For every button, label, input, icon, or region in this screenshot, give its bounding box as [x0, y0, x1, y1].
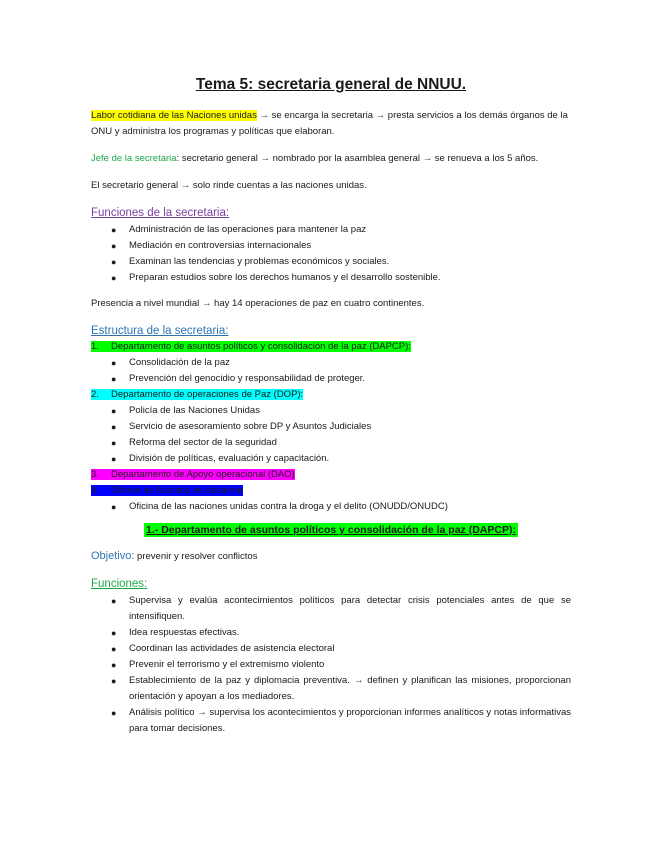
dept-3: 3. Departamento de Apoyo operacional (DAO)	[91, 469, 295, 480]
list-funciones-secretaria	[91, 222, 571, 286]
list-dept-2	[91, 403, 571, 467]
list-item: ● Prevención del genocidio y responsabilidad de proteger.	[91, 371, 571, 387]
list-item: ● Supervisa y evalúa acontecimientos políticos para detectar crisis potenciales antes de que se intensifiquen.	[111, 595, 571, 622]
bullet-icon: ●	[111, 708, 117, 718]
bullet-icon: ●	[111, 502, 117, 512]
paragraph-jefe-text: : secretario general → nombrado por la asamblea general → se renueva a los 5 años.	[176, 153, 539, 164]
bullet-icon: ●	[111, 596, 117, 606]
list-item: ● Mediación en controversias internacionales	[91, 238, 571, 254]
list-item: ● Examinan las tendencias y problemas económicos y sociales.	[91, 254, 571, 270]
bullet-icon: ●	[111, 422, 117, 432]
list-item: ● Coordinan las actividades de asistencia electoral	[91, 641, 571, 657]
dept-4: 4. Oficina de Asuntos de desarme	[91, 485, 244, 496]
list-item: ● Servicio de asesoramiento sobre DP y Asuntos Judiciales	[91, 419, 571, 435]
list-dept-4	[91, 499, 571, 515]
list-item: ● Prevenir el terrorismo y el extremismo violento	[91, 657, 571, 673]
list-dept-1	[91, 355, 571, 387]
document-page	[91, 76, 571, 741]
bullet-icon: ●	[111, 225, 117, 235]
bullet-icon: ●	[111, 454, 117, 464]
label-objetivo: Objetivo:	[91, 550, 135, 562]
page-title: Tema 5: secretaria general de NNUU.	[195, 76, 467, 93]
dept-1: 1. Departamento de asuntos políticos y consolidación de la paz (DAPCP):	[91, 341, 411, 352]
bullet-icon: ●	[111, 676, 117, 686]
bullet-icon: ●	[111, 273, 117, 283]
bullet-icon: ●	[111, 358, 117, 368]
label-jefe: Jefe de la secretaria	[91, 153, 177, 164]
heading-funciones-secretaria: Funciones de la secretaria:	[91, 207, 230, 219]
bullet-icon: ●	[111, 644, 117, 654]
bullet-icon: ●	[111, 628, 117, 638]
objetivo-text: prevenir y resolver conflictos	[134, 551, 258, 562]
paragraph-presencia: Presencia a nivel mundial → hay 14 operaciones de paz en cuatro continentes.	[91, 298, 425, 309]
bullet-icon: ●	[111, 438, 117, 448]
list-item: ● Establecimiento de la paz y diplomacia preventiva. → definen y planifican las misiones, proporcionan orientación y apoyan a los mediadores.	[111, 675, 571, 702]
bullet-icon: ●	[111, 241, 117, 251]
highlight-labor: Labor cotidiana de las Naciones unidas	[91, 110, 257, 121]
dept-2: 2. Departamento de operaciones de Paz (DOP):	[91, 389, 304, 400]
heading-estructura: Estructura de la secretaria:	[91, 325, 229, 337]
paragraph-secretario: El secretario general → solo rinde cuentas a las naciones unidas.	[91, 180, 367, 191]
list-item: ● Oficina de las naciones unidas contra la droga y el delito (ONUDD/ONUDC)	[91, 499, 571, 515]
bullet-icon: ●	[111, 660, 117, 670]
list-item: ● Análisis político → supervisa los acontecimientos y proporcionan informes analíticos y notas informativas para tomar decisiones.	[111, 707, 571, 734]
bullet-icon: ●	[111, 374, 117, 384]
bullet-icon: ●	[111, 406, 117, 416]
list-item: ● División de políticas, evaluación y capacitación.	[91, 451, 571, 467]
paragraph-labor	[91, 108, 571, 140]
list-item: ● Consolidación de la paz	[91, 355, 571, 371]
paragraph-jefe	[91, 151, 571, 167]
list-item: ● Preparan estudios sobre los derechos humanos y el desarrollo sostenible.	[91, 270, 571, 286]
list-funciones-dapcp	[91, 593, 571, 737]
list-item: ● Idea respuestas efectivas.	[91, 625, 571, 641]
list-item: ● Reforma del sector de la seguridad	[91, 435, 571, 451]
paragraph-objetivo	[91, 548, 571, 565]
paragraph-labor-text: → se encarga la secretaria → presta servicios a los demás órganos de la ONU y administra los programas y políticas que elaboran.	[91, 110, 568, 137]
bullet-icon: ●	[111, 257, 117, 267]
list-item: ● Policía de las Naciones Unidas	[91, 403, 571, 419]
section-title-dapcp: 1.- Departamento de asuntos políticos y consolidación de la paz (DAPCP):	[146, 524, 516, 536]
heading-funciones: Funciones:	[91, 578, 148, 590]
list-item: ● Administración de las operaciones para mantener la paz	[91, 222, 571, 238]
